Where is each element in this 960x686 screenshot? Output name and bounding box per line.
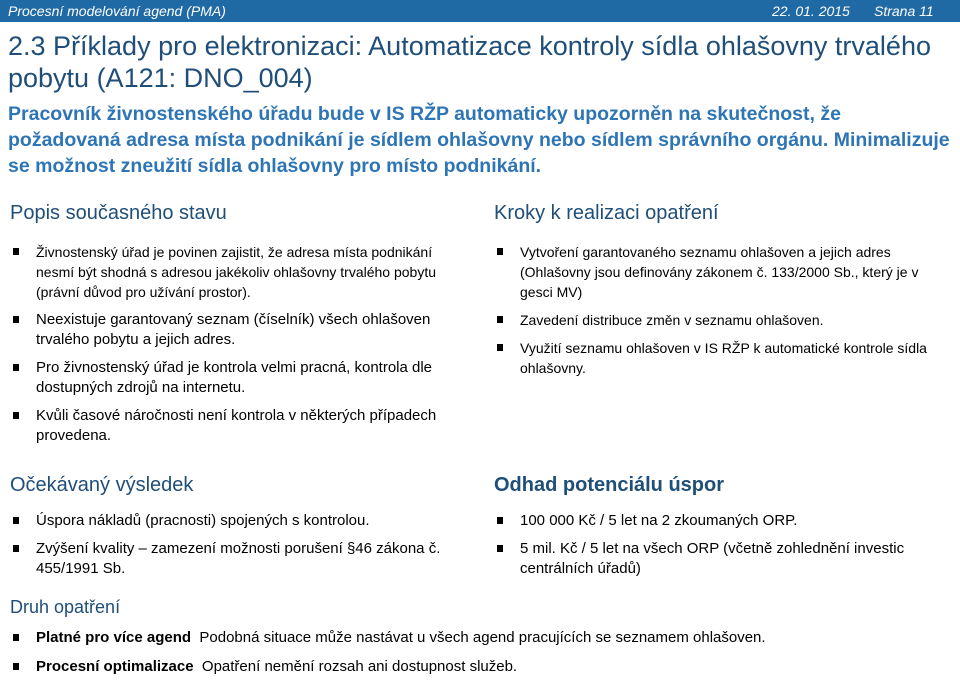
bullet-square-icon [13,545,19,552]
list-item [10,310,470,350]
page-title: 2.3 Příklady pro elektronizaci: Automatizace kontroly sídla ohlašovny trvalého pobytu (A121: DNO_004) [8,31,931,93]
page-number: Strana 11 [874,3,934,19]
bullet-square-icon [13,517,19,524]
steps-section [494,201,954,386]
list-item-text: Zvýšení kvality – zamezení možnosti porušení §46 zákona č. 455/1991 Sb. [36,540,441,577]
list-item-text: Vytvoření garantovaného seznamu ohlašoven a jejich adres (Ohlašovny jsou definovány zákonem č. 133/2000 Sb., který je v gesci MV) [520,244,919,300]
list-item [10,406,470,446]
bullet-square-icon [497,344,503,351]
steps-heading: Kroky k realizaci opatření [494,202,719,224]
expected-result-section [10,473,470,587]
list-item [494,310,954,330]
list-item-text: Kvůli časové náročnosti není kontrola v některých případech provedena. [36,407,437,444]
list-item-text: 100 000 Kč / 5 let na 2 zkoumaných ORP. [520,512,798,529]
list-item [494,511,954,531]
bullet-square-icon [13,663,19,670]
list-item [10,242,470,302]
list-item [10,657,955,677]
bullet-square-icon [497,545,503,552]
savings-section [494,473,954,587]
savings-heading: Odhad potenciálu úspor [494,474,725,496]
list-item [10,628,955,648]
measure-label: Platné pro více agend [36,629,192,646]
document-title: Procesní modelování agend (PMA) [8,3,226,19]
measure-text: Opatření nemění rozsah ani dostupnost služeb. [201,658,518,675]
header-date: 22. 01. 2015 [772,3,850,19]
bullet-square-icon [13,316,19,323]
steps-list [494,242,954,378]
bullet-square-icon [13,364,19,371]
list-item-text: Živnostenský úřad je povinen zajistit, že adresa místa podnikání nesmí být shodná s adresou jakékoliv ohlašovny trvalého pobytu (právní důvod pro užívání prostor). [36,244,437,300]
bullet-square-icon [497,517,503,524]
list-item [494,338,954,378]
list-item-text: 5 mil. Kč / 5 let na všech ORP (včetně zohlednění investic centrálních úřadů) [520,540,905,577]
expected-result-heading: Očekávaný výsledek [10,474,194,496]
list-item [494,242,954,302]
list-item [494,539,954,579]
current-state-list [10,242,470,446]
measure-type-heading: Druh opatření [10,597,121,617]
list-item-text: Pro živnostenský úřad je kontrola velmi pracná, kontrola dle dostupných zdrojů na internetu. [36,359,433,396]
expected-result-list [10,511,470,579]
page-header [0,0,960,22]
current-state-heading: Popis současného stavu [10,202,227,224]
list-item [10,511,470,531]
bullet-square-icon [497,316,503,323]
measure-text: Podobná situace může nastávat u všech agend pracujících se seznamem ohlašoven. [199,629,766,646]
list-item [10,358,470,398]
list-item-text: Zavedení distribuce změn v seznamu ohlašoven. [520,312,824,328]
list-item-text: Využití seznamu ohlašoven v IS RŽP k automatické kontrole sídla ohlašovny. [520,340,927,376]
list-item-text: Úspora nákladů (pracnosti) spojených s kontrolou. [36,512,370,529]
bullet-square-icon [13,412,19,419]
bullet-square-icon [497,248,503,255]
list-item-text: Neexistuje garantovaný seznam (číselník) všech ohlašoven trvalého pobytu a jejich adres. [36,311,431,348]
measure-label: Procesní optimalizace [36,658,194,675]
measure-type-section [10,595,955,686]
current-state-section [10,201,470,454]
bullet-square-icon [13,248,19,255]
savings-list [494,511,954,579]
measure-type-list [10,628,955,677]
list-item [10,539,470,579]
bullet-square-icon [13,634,19,641]
lead-paragraph: Pracovník živnostenského úřadu bude v IS RŽP automaticky upozorněn na skutečnost, že požadovaná adresa místa podnikání je sídlem ohlašovny nebo sídlem správního orgánu. Minimalizuje se možnost zneužití sídla ohlašovny pro místo podnikání. [8,103,950,177]
